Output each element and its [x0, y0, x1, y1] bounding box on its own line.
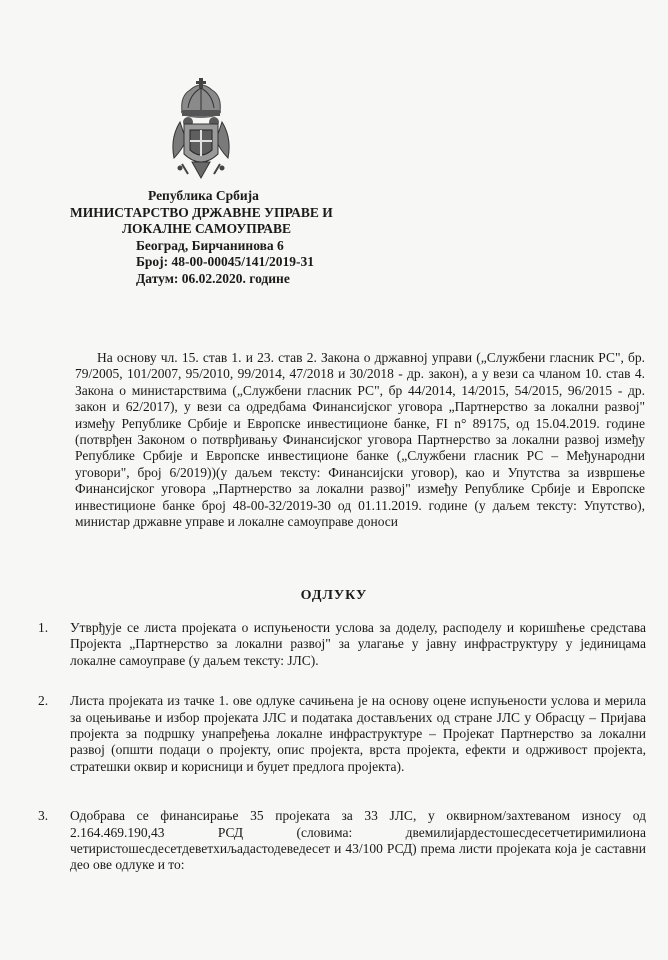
document-date: Датум: 06.02.2020. године: [136, 270, 290, 286]
decision-title: ОДЛУКУ: [300, 588, 368, 603]
item-text: Листа пројеката из тачке 1. ове одлуке сачињена је на основу оцене испуњености услова и мерила за оцењивање и избор пројеката ЈЛС и података достављених од стране ЈЛС у Обрасцу – Пријава пројекта за подршку унапређења локалне инфраструктуре – Пројекат Партнерство за локални развој (општи подаци о пројекту, опис пројекта, врста пројекта, ефекти и одрживост пројекта, стратешки оквир и корисници и буџет предлога пројекта).: [70, 693, 646, 774]
institution-header: [70, 188, 430, 287]
serbian-coat-of-arms-icon: [168, 78, 234, 186]
item-text: Утврђује се листа пројеката о испуњености услова за доделу, расподелу и коришћење средстава Пројекта „Партнерство за локални развој" за улагање у јавну инфраструктуру у јединицама локалне самоуправе (у даљем тексту: ЈЛС).: [70, 620, 646, 668]
item-text: Одобрава се финансирање 35 пројеката за 33 ЈЛС, у оквирном/захтеваном износу од 2.164.469.190,43 РСД (словима: двемилијардестошесдесетчетиримилиона четиристошесдесетдеветхиљадастодеведесет и 43/100 РСД) према листи пројеката која је саставни део ове одлуке и то:: [70, 808, 646, 873]
ministry-name-line2: ЛОКАЛНЕ САМОУПРАВЕ: [122, 221, 292, 236]
preamble: [75, 350, 645, 530]
ministry-name-line1: МИНИСТАРСТВО ДРЖАВНЕ УПРАВЕ И: [70, 204, 333, 220]
decision-items: [38, 620, 646, 874]
item-number: 1.: [38, 620, 49, 635]
address: Београд, Бирчанинова 6: [136, 237, 284, 253]
republic-name: Република Србија: [148, 188, 259, 203]
document-number: Број: 48-00-00045/141/2019-31: [136, 254, 315, 269]
decision-item: [38, 620, 646, 669]
item-number: 3.: [38, 808, 49, 824]
preamble-text: На основу чл. 15. став 1. и 23. став 2. Закона о државној управи („Службени гласник РС", бр. 79/2005, 101/2007, 95/2010, 99/2014, 47/2018 и 30/2018 - др. закон), а у вези са чланом 10. став 4. Закона о министарствима („Службени гласник РС", бр 44/2014, 14/2015, 54/2015, 96/2015 - др. закон и 62/2017), у вези са одредбама Финансијског уговора „Партнерство за локални развој" између Републике Србије и Европске инвестиционе банке, FI n° 89175, од 15.04.2019. године (потврђен Законом о потврђивању Финансијског уговора Партнерство за локални развој између Републике Србије и Европске инвестиционе банке („Службени гласник РС – Међународни уговори", број 6/2019))(у даљем тексту: Финансијски уговор), као и Упутства за извршење Финансијског уговора „Партнерство за локални развој" између Републике Србије и Европске инвестиционе банке број 48-00-32/2019-30 од 01.11.2019. године (у даљем тексту: Упутство), министар државне управе и локалне самоуправе доноси: [75, 350, 645, 530]
item-number: 2.: [38, 693, 49, 709]
decision-item: [38, 693, 646, 775]
decision-item: [38, 808, 646, 874]
